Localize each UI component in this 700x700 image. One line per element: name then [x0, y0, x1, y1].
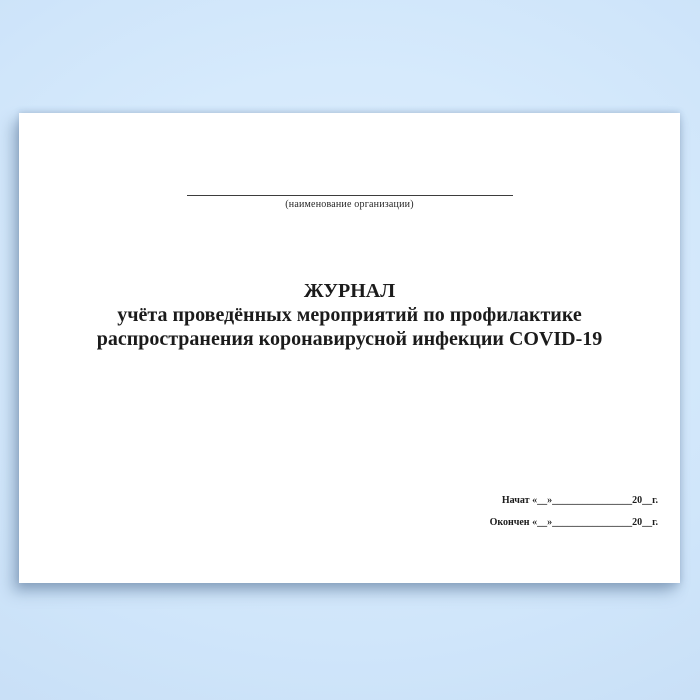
organization-name-blank-line: [187, 195, 513, 196]
journal-title-line-2: учёта проведённых мероприятий по профилактике: [117, 304, 582, 326]
journal-title-line-1: ЖУРНАЛ: [303, 280, 396, 302]
organization-name-block: [187, 195, 513, 211]
journal-title: [19, 279, 680, 351]
date-started-line: Начат «__»________________20__г.: [501, 495, 658, 506]
journal-cover-page: [19, 113, 680, 583]
journal-title-line-3: распространения коронавирусной инфекции COVID-19: [96, 328, 603, 350]
journal-dates-block: [490, 494, 658, 529]
date-finished-line: Окончен «__»________________20__г.: [489, 517, 658, 528]
organization-name-caption: (наименование организации): [285, 199, 414, 210]
